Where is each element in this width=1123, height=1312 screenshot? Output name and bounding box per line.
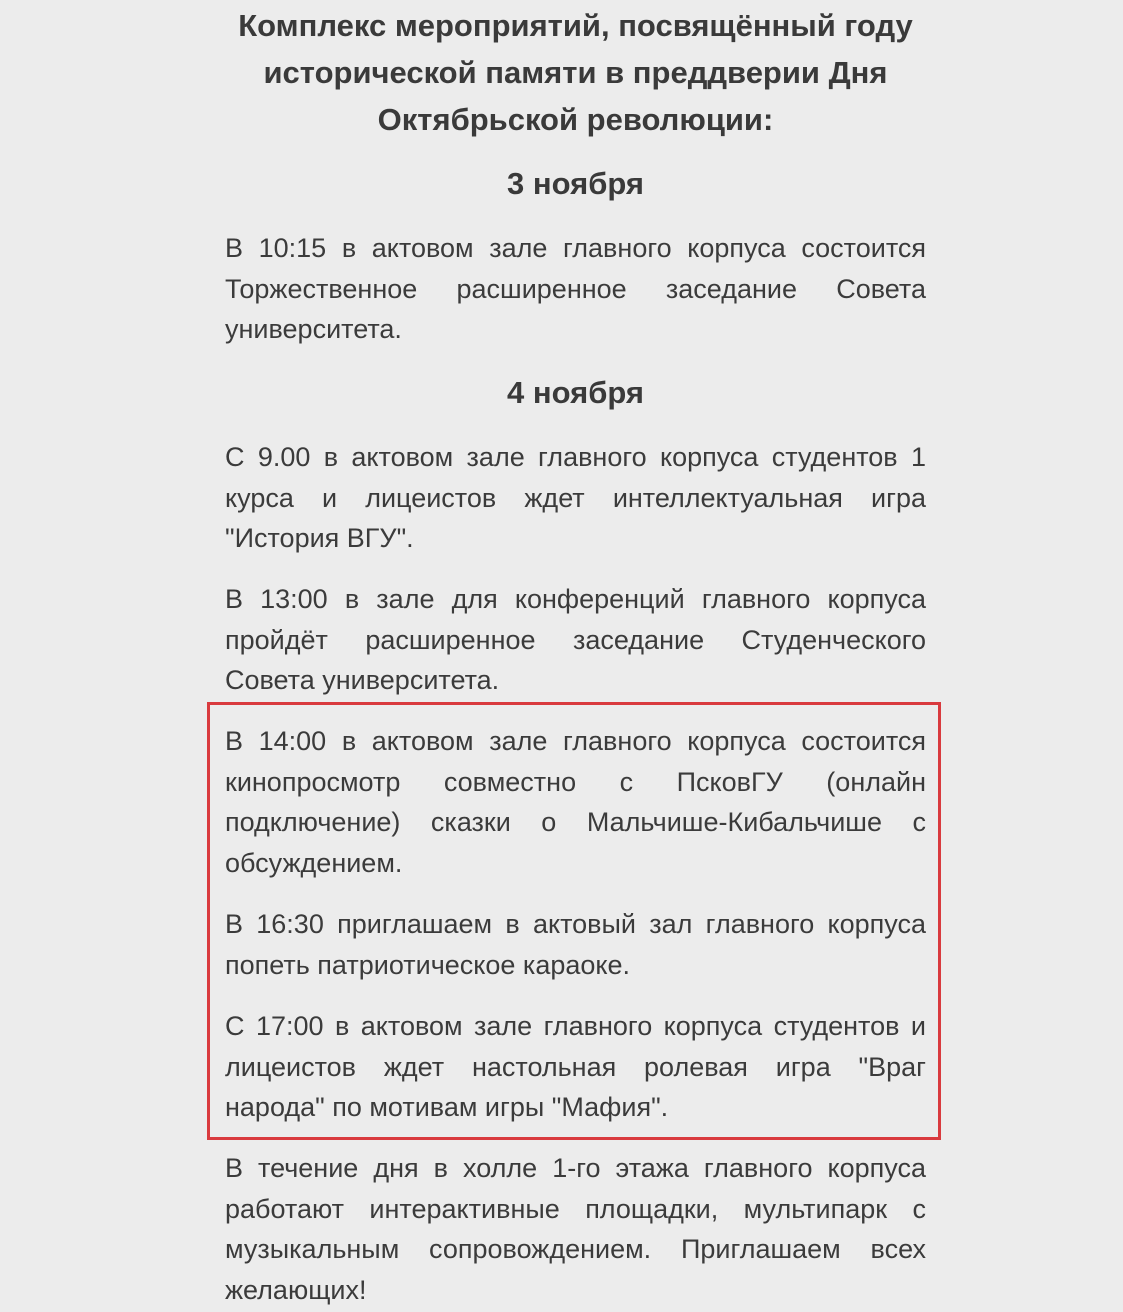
event-paragraph: В 13:00 в зале для конференций главного корпуса пройдёт расширенное заседание Студенческого Совета университета. xyxy=(225,584,926,695)
page-title: Комплекс мероприятий, посвящённый году исторической памяти в преддверии Дня Октябрьской революции: xyxy=(238,8,913,137)
event-paragraph: В течение дня в холле 1-го этажа главного корпуса работают интерактивные площадки, мультипарк с музыкальным сопровождением. Приглашаем всех желающих! xyxy=(225,1153,926,1305)
event-paragraph: С 9.00 в актовом зале главного корпуса студентов 1 курса и лицеистов ждет интеллектуальная игра "История ВГУ". xyxy=(225,442,926,553)
date-heading-nov-3: 3 ноября xyxy=(507,166,644,201)
date-heading-nov-4: 4 ноября xyxy=(507,375,644,410)
event-paragraph: В 14:00 в актовом зале главного корпуса состоится кинопросмотр совместно с ПсковГУ (онлайн подключение) сказки о Мальчише-Кибальчише с обсуждением. xyxy=(225,726,926,878)
event-paragraph: В 16:30 приглашаем в актовый зал главного корпуса попеть патриотическое караоке. xyxy=(225,909,926,980)
highlight-frame xyxy=(207,702,941,1140)
event-paragraph: В 10:15 в актовом зале главного корпуса состоится Торжественное расширенное заседание Совета университета. xyxy=(225,233,926,344)
event-paragraph: С 17:00 в актовом зале главного корпуса студентов и лицеистов ждет настольная ролевая игра "Враг народа" по мотивам игры "Мафия". xyxy=(225,1011,926,1122)
